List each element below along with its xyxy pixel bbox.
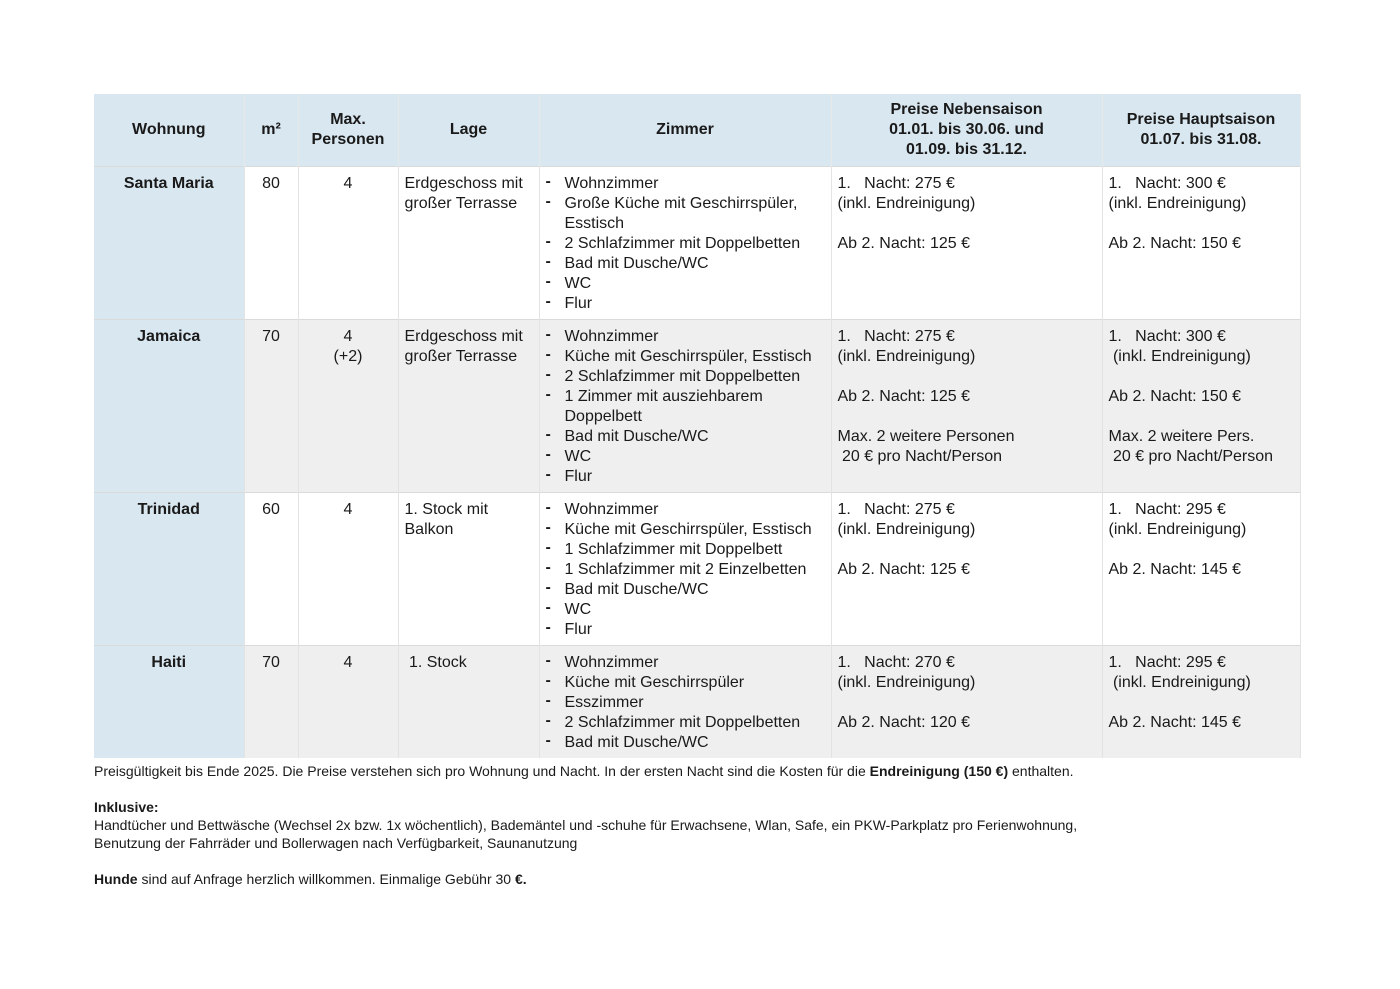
price-line [1109,540,1294,560]
header-wohnung: Wohnung [94,94,244,166]
offseason-price-cell [831,166,1102,319]
price-line: Max. 2 weitere Pers. [1108,427,1255,445]
table-row [94,166,1300,319]
notes-section [94,762,1300,888]
hunde-note: Hunde sind auf Anfrage herzlich willkommen. Einmalige Gebühr 30 €. [94,871,527,887]
table-row [94,319,1300,492]
area-cell [244,645,298,758]
area-value: 70 [262,327,280,345]
header-zimmer: Zimmer [539,94,831,166]
price-line: 1. Nacht: 300 € [1108,327,1226,345]
room-item: - 1 Schlafzimmer mit 2 Einzelbetten [546,560,825,580]
apartment-name-cell [94,492,244,645]
price-line: (inkl. Endreinigung) [837,673,976,691]
room-item: - Esszimmer [546,693,825,713]
location-cell [398,166,539,319]
apartment-name-cell [94,166,244,319]
price-line: 1. Nacht: 300 € [1108,174,1226,192]
header-m2: m² [244,94,298,166]
price-line: (inkl. Endreinigung) [1108,194,1247,212]
apartment-name: Haiti [151,653,187,671]
peakseason-price-cell [1102,492,1300,645]
location-value: Erdgeschoss mit großer Terrasse [404,174,528,212]
table-row [94,645,1300,758]
apartment-name: Jamaica [137,327,201,345]
max-persons-value: 4 [343,653,353,671]
price-line [1109,214,1294,234]
price-line: Max. 2 weitere Personen [837,427,1015,445]
max-persons-cell [298,166,398,319]
peakseason-price-cell [1102,166,1300,319]
header-preise-nebensaison: Preise Nebensaison 01.01. bis 30.06. und 01.09. bis 31.12. [831,94,1102,166]
max-persons-value: (+2) [333,347,363,365]
price-line [838,367,1096,387]
area-cell [244,319,298,492]
price-line [1109,367,1294,387]
table-row [94,492,1300,645]
offseason-price-cell [831,319,1102,492]
price-line: 1. Nacht: 275 € [837,500,955,518]
price-line [1109,693,1294,713]
price-line [838,693,1096,713]
price-line: Ab 2. Nacht: 125 € [837,234,971,252]
room-item: - Küche mit Geschirrspüler [546,673,825,693]
price-line [838,214,1096,234]
area-value: 70 [262,653,280,671]
room-item: - 2 Schlafzimmer mit Doppelbetten [546,367,825,387]
price-line: 1. Nacht: 270 € [837,653,955,671]
price-line: 1. Nacht: 275 € [837,327,955,345]
location-value: 1. Stock [404,653,467,671]
rooms-list [546,174,825,314]
price-line: (inkl. Endreinigung) [1108,673,1251,691]
rooms-list [546,653,825,753]
area-value: 60 [262,500,280,518]
area-value: 80 [262,174,280,192]
validity-note: Preisgültigkeit bis Ende 2025. Die Preise verstehen sich pro Wohnung und Nacht. In der ersten Nacht sind die Kosten für die Endreinigung (150 €) enthalten. [94,763,1074,779]
room-item: - Wohnzimmer [546,327,825,347]
room-item: - Küche mit Geschirrspüler, Esstisch [546,520,825,540]
max-persons-value: 4 [343,174,353,192]
room-item: - 1 Zimmer mit ausziehbarem Doppelbett [546,387,825,427]
header-preise-hauptsaison: Preise Hauptsaison 01.07. bis 31.08. [1102,94,1300,166]
price-line [838,407,1096,427]
price-line: 1. Nacht: 275 € [837,174,955,192]
peakseason-price-cell [1102,319,1300,492]
price-line: Ab 2. Nacht: 150 € [1108,234,1242,252]
location-cell [398,319,539,492]
apartment-name-cell [94,319,244,492]
rooms-cell [539,166,831,319]
room-item: - Bad mit Dusche/WC [546,733,825,753]
rooms-cell [539,645,831,758]
header-row [94,94,1300,166]
room-item: - Flur [546,620,825,640]
price-line: Ab 2. Nacht: 150 € [1108,387,1242,405]
max-persons-cell [298,492,398,645]
rooms-cell [539,319,831,492]
room-item: - Bad mit Dusche/WC [546,427,825,447]
room-item: - 1 Schlafzimmer mit Doppelbett [546,540,825,560]
room-item: - WC [546,447,825,467]
price-line: (inkl. Endreinigung) [837,194,976,212]
apartment-name-cell [94,645,244,758]
price-line: Ab 2. Nacht: 120 € [837,713,971,731]
max-persons-cell [298,645,398,758]
room-item: - Küche mit Geschirrspüler, Esstisch [546,347,825,367]
header-max-personen: Max. Personen [298,94,398,166]
apartment-name: Santa Maria [123,174,214,192]
location-cell [398,492,539,645]
area-cell [244,166,298,319]
room-item: - Flur [546,467,825,487]
room-item: - Bad mit Dusche/WC [546,254,825,274]
inklusive-title: Inklusive: [94,799,159,815]
rooms-list [546,500,825,640]
room-item: - Wohnzimmer [546,500,825,520]
price-line [838,540,1096,560]
room-item: - 2 Schlafzimmer mit Doppelbetten [546,713,825,733]
max-persons-value: 4 [343,500,353,518]
inklusive-line-2: Benutzung der Fahrräder und Bollerwagen nach Verfügbarkeit, Saunanutzung [94,835,578,851]
peakseason-price-cell [1102,645,1300,758]
room-item: - Bad mit Dusche/WC [546,580,825,600]
location-value: 1. Stock mit Balkon [404,500,493,538]
max-persons-cell [298,319,398,492]
room-item: - Wohnzimmer [546,174,825,194]
inklusive-line-1: Handtücher und Bettwäsche (Wechsel 2x bzw. 1x wöchentlich), Bademäntel und -schuhe für Erwachsene, Wlan, Safe, ein PKW-Parkplatz pro Ferienwohnung, [94,817,1078,833]
price-line: (inkl. Endreinigung) [837,520,976,538]
room-item: - WC [546,600,825,620]
price-line: 20 € pro Nacht/Person [837,447,1003,465]
room-item: - 2 Schlafzimmer mit Doppelbetten [546,234,825,254]
rooms-cell [539,492,831,645]
room-item: - Große Küche mit Geschirrspüler, Esstisch [546,194,825,234]
area-cell [244,492,298,645]
price-line: (inkl. Endreinigung) [1108,520,1247,538]
price-line: Ab 2. Nacht: 145 € [1108,560,1242,578]
apartment-name: Trinidad [137,500,200,518]
header-lage: Lage [398,94,539,166]
price-table [94,94,1301,758]
location-cell [398,645,539,758]
price-table-container [94,94,1300,758]
price-line: 1. Nacht: 295 € [1108,500,1226,518]
rooms-list [546,327,825,487]
price-line: Ab 2. Nacht: 145 € [1108,713,1242,731]
max-persons-value: 4 [343,327,353,345]
price-line: 1. Nacht: 295 € [1108,653,1226,671]
room-item: - Flur [546,294,825,314]
room-item: - Wohnzimmer [546,653,825,673]
offseason-price-cell [831,492,1102,645]
price-line [1109,407,1294,427]
price-line: (inkl. Endreinigung) [1108,347,1251,365]
price-line: 20 € pro Nacht/Person [1108,447,1274,465]
price-line: Ab 2. Nacht: 125 € [837,560,971,578]
offseason-price-cell [831,645,1102,758]
price-line: (inkl. Endreinigung) [837,347,976,365]
price-line: Ab 2. Nacht: 125 € [837,387,971,405]
location-value: Erdgeschoss mit großer Terrasse [404,327,528,365]
room-item: - WC [546,274,825,294]
